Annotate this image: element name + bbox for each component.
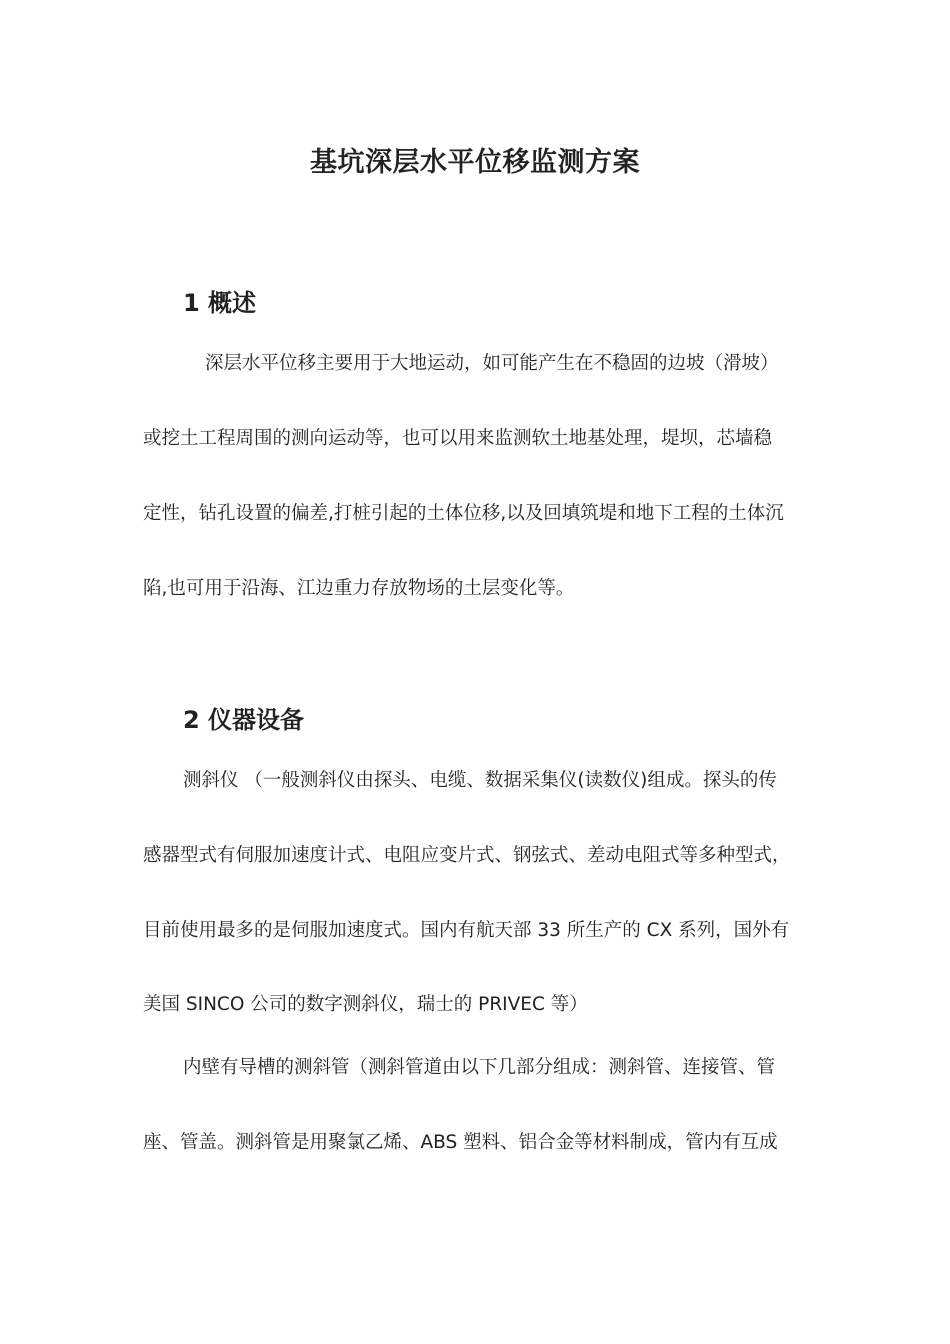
section-heading-overview: 1 概述: [183, 289, 257, 317]
paragraph-line: 或挖土工程周围的测向运动等，也可以用来监测软土地基处理，堤坝，芯墙稳: [143, 428, 773, 449]
paragraph-line: 深层水平位移主要用于大地运动，如可能产生在不稳固的边坡（滑坡）: [205, 353, 779, 374]
section-heading-instruments: 2 仪器设备: [183, 706, 305, 734]
paragraph-line: 内壁有导槽的测斜管（测斜管道由以下几部分组成：测斜管、连接管、管: [183, 1057, 776, 1078]
paragraph-line: 感器型式有伺服加速度计式、电阻应变片式、钢弦式、差动电阻式等多种型式，: [143, 845, 791, 866]
paragraph-line: 陷,也可用于沿海、江边重力存放物场的土层变化等。: [143, 578, 575, 599]
paragraph-line: 座、管盖。测斜管是用聚氯乙烯、ABS 塑料、铝合金等材料制成，管内有互成: [143, 1132, 778, 1153]
paragraph-line: 定性，钻孔设置的偏差,打桩引起的土体位移,以及回填筑堤和地下工程的土体沉: [143, 503, 784, 524]
document-title: 基坑深层水平位移监测方案: [310, 147, 640, 178]
paragraph-line: 测斜仪 （一般测斜仪由探头、电缆、数据采集仪(读数仪)组成。探头的传: [183, 770, 777, 791]
paragraph-line: 目前使用最多的是伺服加速度式。国内有航天部 33 所生产的 CX 系列，国外有: [143, 920, 790, 941]
paragraph-line: 美国 SINCO 公司的数字测斜仪，瑞士的 PRIVEC 等）: [143, 994, 588, 1015]
